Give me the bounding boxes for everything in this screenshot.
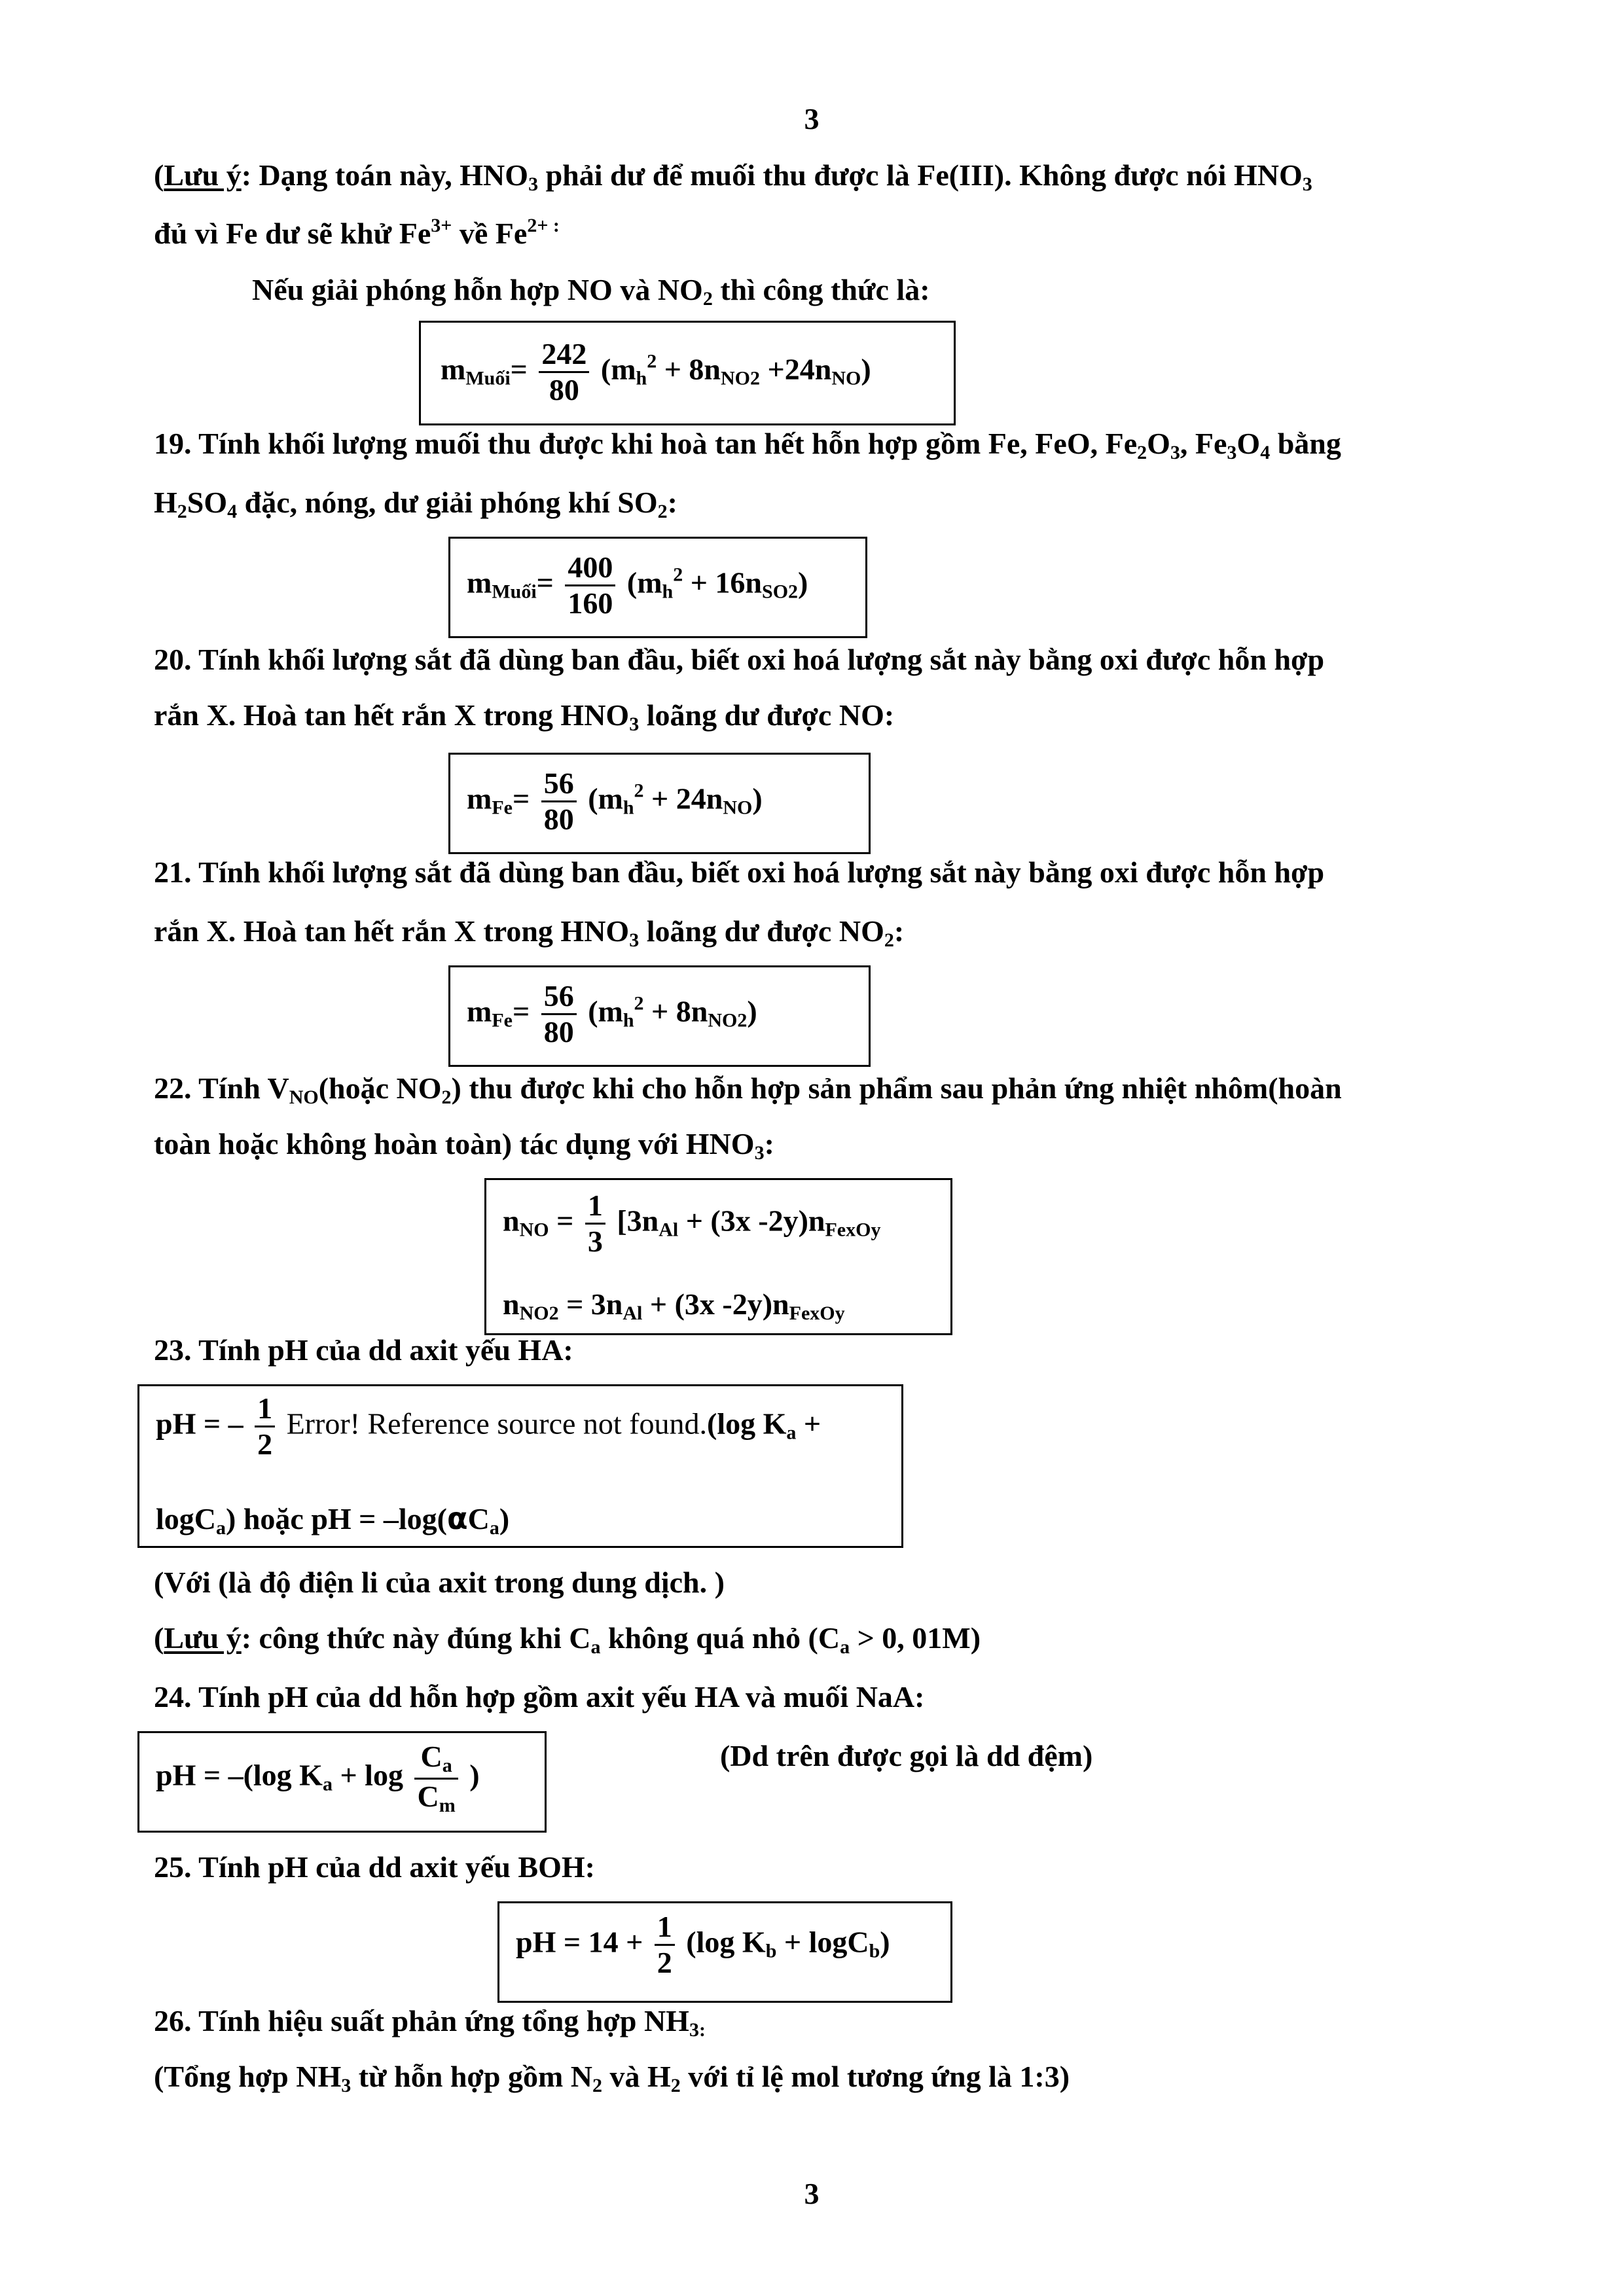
item26-line2: (Tổng hợp $NH_3$ từ hỗn hợp gồm $N_2$ và $H_2$ với tỉ lệ mol tương ứng là 1:3) — [154, 2060, 1070, 2096]
formula-box-21: $m_{Fe}=$ $\frac{56}{80}$ $(m_h^2 + 8n_{NO2})$ — [448, 965, 871, 1067]
note-hno3-line3: Nếu giải phóng hỗn hợp NO và $NO_2$ thì công thức là: — [252, 273, 930, 310]
formula-box-23: pH = – $\frac{1}{2}$ Error! Reference source not found.(log $K_a$ + logC$_a$) hoặc pH = $-\log(\alpha C_a)$ — [137, 1384, 903, 1548]
item23-note2: (Lưu ý: công thức này đúng khi $C_a$ không quá nhỏ ($C_a > 0$, 01M) — [154, 1621, 981, 1658]
formula-box-19: $m_{Muối}=$ $\frac{400}{160}$ $(m_h^2 + 16n_{SO2})$ — [448, 537, 867, 638]
item24-title: 24. Tính pH của dd hỗn hợp gồm axit yếu HA và muối NaA: — [154, 1680, 925, 1713]
formula-box-mix: $m_{Muối}=$ $\frac{242}{80}$ $(m_h^2 + 8n_{NO2} +24n_{NO})$ — [419, 321, 956, 425]
fraction-1-2: $\frac{1}{2}$ — [255, 1393, 275, 1461]
item23-note1: (Với (là độ điện li của axit trong dung dịch. ) — [154, 1566, 725, 1599]
page-number-top: 3 — [804, 102, 820, 135]
buffer-note: (Dd trên được gọi là dd đệm) — [720, 1739, 1093, 1772]
note-hno3-line2: đủ vì Fe dư sẽ khử $Fe^{3+}$ về $Fe^{2+ :}$ — [154, 215, 560, 250]
fraction-56-80: $\frac{56}{80}$ — [541, 768, 577, 836]
fraction-400-160: $\frac{400}{160}$ — [565, 552, 615, 620]
fraction-1-2: $\frac{1}{2}$ — [655, 1911, 675, 1979]
item20-line1: 20. Tính khối lượng sắt đã dùng ban đầu, biết oxi hoá lượng sắt này bằng oxi được hỗn hợp — [154, 643, 1325, 676]
formula-box-24: pH = –(log $K_a + \log$ $\frac{C_a}{C_m}$ ) — [137, 1731, 547, 1833]
item19-line1: 19. Tính khối lượng muối thu được khi hoà tan hết hỗn hợp gồm Fe, FeO, $Fe_2O_3$, $Fe_3O_4$ bằng — [154, 427, 1341, 463]
reference-error-text: Error! Reference source not found. — [286, 1407, 708, 1441]
formula-box-25: pH = 14 + $\frac{1}{2}$ (log $K_b + \log C_b$) — [497, 1901, 952, 2003]
fraction-1-3: $\frac{1}{3}$ — [585, 1190, 605, 1258]
item21-line2: rắn X. Hoà tan hết rắn X trong $HNO_3$ loãng dư được $NO_2$: — [154, 914, 905, 951]
fraction-56-80: $\frac{56}{80}$ — [541, 980, 577, 1049]
page-number-bottom: 3 — [804, 2177, 820, 2210]
item21-line1: 21. Tính khối lượng sắt đã dùng ban đầu, biết oxi hoá lượng sắt này bằng oxi được hỗn hợp — [154, 855, 1325, 889]
item25-title: 25. Tính pH của dd axit yếu BOH: — [154, 1850, 595, 1884]
item26-line1: 26. Tính hiệu suất phản ứng tổng hợp $NH_{3:}$ — [154, 2004, 706, 2041]
fraction-ca-cm: $\frac{C_a}{C_m}$ — [414, 1741, 458, 1816]
formula-box-22: $n_{NO}$ = $\frac{1}{3}$ [$3n_{Al} + (3x$ $-2y)n_{FexOy}$ $n_{NO2} = 3n_{Al} + (3x$ $-2y)n_{FexOy}$ — [484, 1178, 952, 1335]
note-hno3-line1: (Lưu ý: Dạng toán này, $HNO_3$ phải dư để muối thu được là Fe(III). Không được nói $HNO_3$ — [154, 158, 1312, 195]
item23-title: 23. Tính pH của dd axit yếu HA: — [154, 1333, 573, 1367]
formula-box-20: $m_{Fe}=$ $\frac{56}{80}$ $(m_h^2 + 24n_{NO})$ — [448, 753, 871, 854]
item22-line1: 22. Tính $V_{NO}(hoặc$ $NO_2$) thu được khi cho hỗn hợp sản phẩm sau phản ứng nhiệt nhôm(hoàn — [154, 1071, 1342, 1108]
item22-line2: toàn hoặc không hoàn toàn) tác dụng với $HNO_3$: — [154, 1127, 774, 1164]
item19-line2: $H_2SO_4$ đặc, nóng, dư giải phóng khí $SO_2$: — [154, 486, 677, 522]
fraction-242-80: $\frac{242}{80}$ — [539, 338, 589, 406]
item20-line2: rắn X. Hoà tan hết rắn X trong $HNO_3$ loãng dư được NO: — [154, 698, 895, 735]
